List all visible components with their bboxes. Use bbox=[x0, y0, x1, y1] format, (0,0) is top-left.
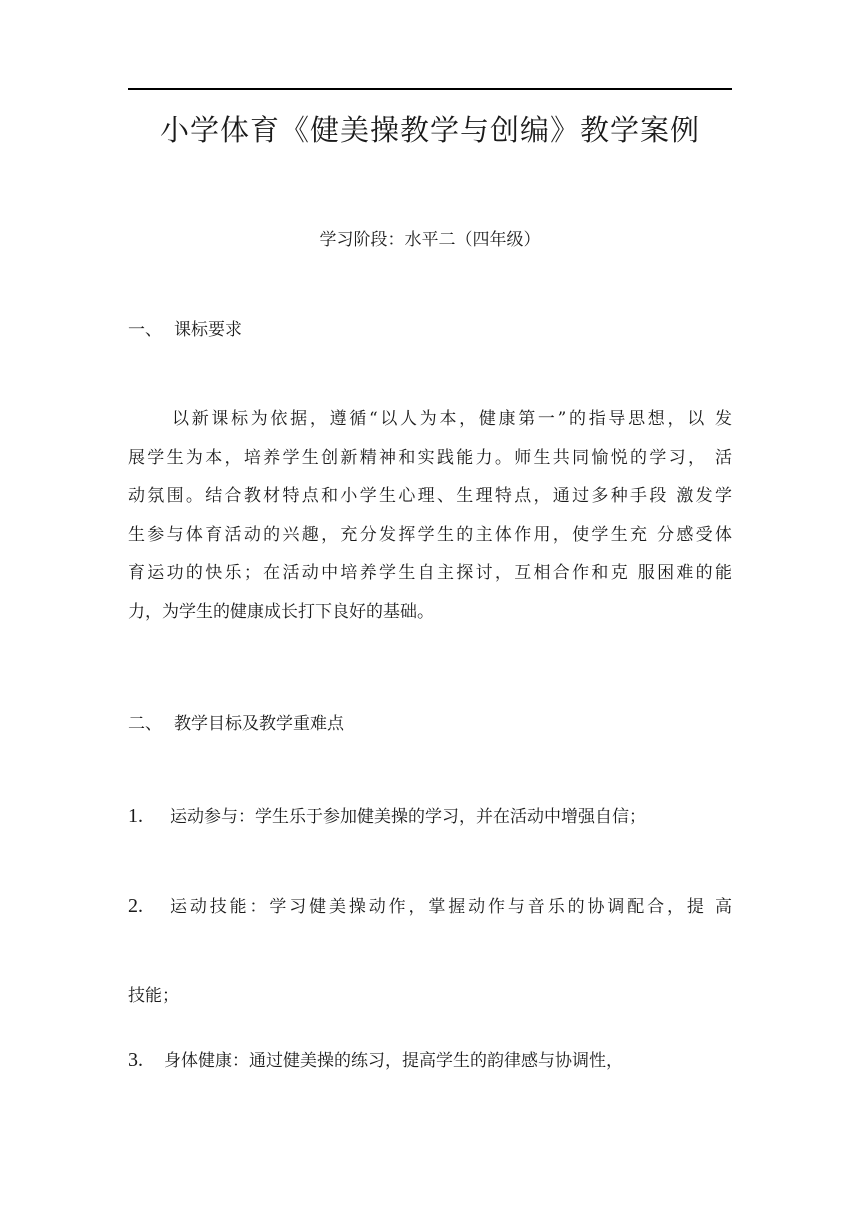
list-item-text: 身体健康：通过健美操的练习，提高学生的韵律感与协调性， bbox=[164, 1051, 623, 1071]
section-heading-2 bbox=[128, 710, 344, 738]
paragraph-line: 育运功的快乐；在活动中培养学生自主探讨，互相合作和克 服困难的能 bbox=[128, 563, 732, 583]
list-item-index: 1. bbox=[128, 805, 143, 827]
paragraph-line: 力，为学生的健康成长打下良好的基础。 bbox=[128, 601, 434, 622]
section-heading-1 bbox=[128, 316, 242, 344]
list-item-continuation: 技能； bbox=[128, 986, 179, 1006]
section-1-paragraph bbox=[128, 400, 732, 631]
section-number-2: 二、 bbox=[128, 714, 162, 734]
list-item-index: 3. bbox=[128, 1049, 143, 1071]
list-item-text: 运动参与：学生乐于参加健美操的学习，并在活动中增强自信； bbox=[170, 807, 646, 827]
section-title-1: 课标要求 bbox=[174, 320, 242, 340]
paragraph-line: 动氛围。结合教材特点和小学生心理、生理特点，通过多种手段 激发学 bbox=[128, 486, 732, 506]
document-subtitle: 学习阶段：水平二（四年级） bbox=[319, 230, 541, 250]
top-rule bbox=[128, 88, 732, 90]
paragraph-line: 以新课标为依据，遵循“以人为本，健康第一”的指导思想，以 发 bbox=[172, 409, 732, 429]
list-item-text: 运动技能：学习健美操动作，掌握动作与音乐的协调配合，提 高 bbox=[170, 897, 732, 917]
list-item-index: 2. bbox=[128, 895, 143, 917]
section-title-2: 教学目标及教学重难点 bbox=[174, 714, 344, 734]
paragraph-line: 生参与体育活动的兴趣，充分发挥学生的主体作用，使学生充 分感受体 bbox=[128, 524, 732, 545]
list-item bbox=[128, 892, 732, 921]
list-item bbox=[128, 1046, 732, 1075]
list-item bbox=[128, 802, 732, 831]
section-number-1: 一、 bbox=[128, 320, 162, 340]
paragraph-line: 展学生为本，培养学生创新精神和实践能力。师生共同愉悦的学习， 活 bbox=[128, 447, 732, 468]
document-title: 小学体育《健美操教学与创编》教学案例 bbox=[159, 113, 700, 147]
